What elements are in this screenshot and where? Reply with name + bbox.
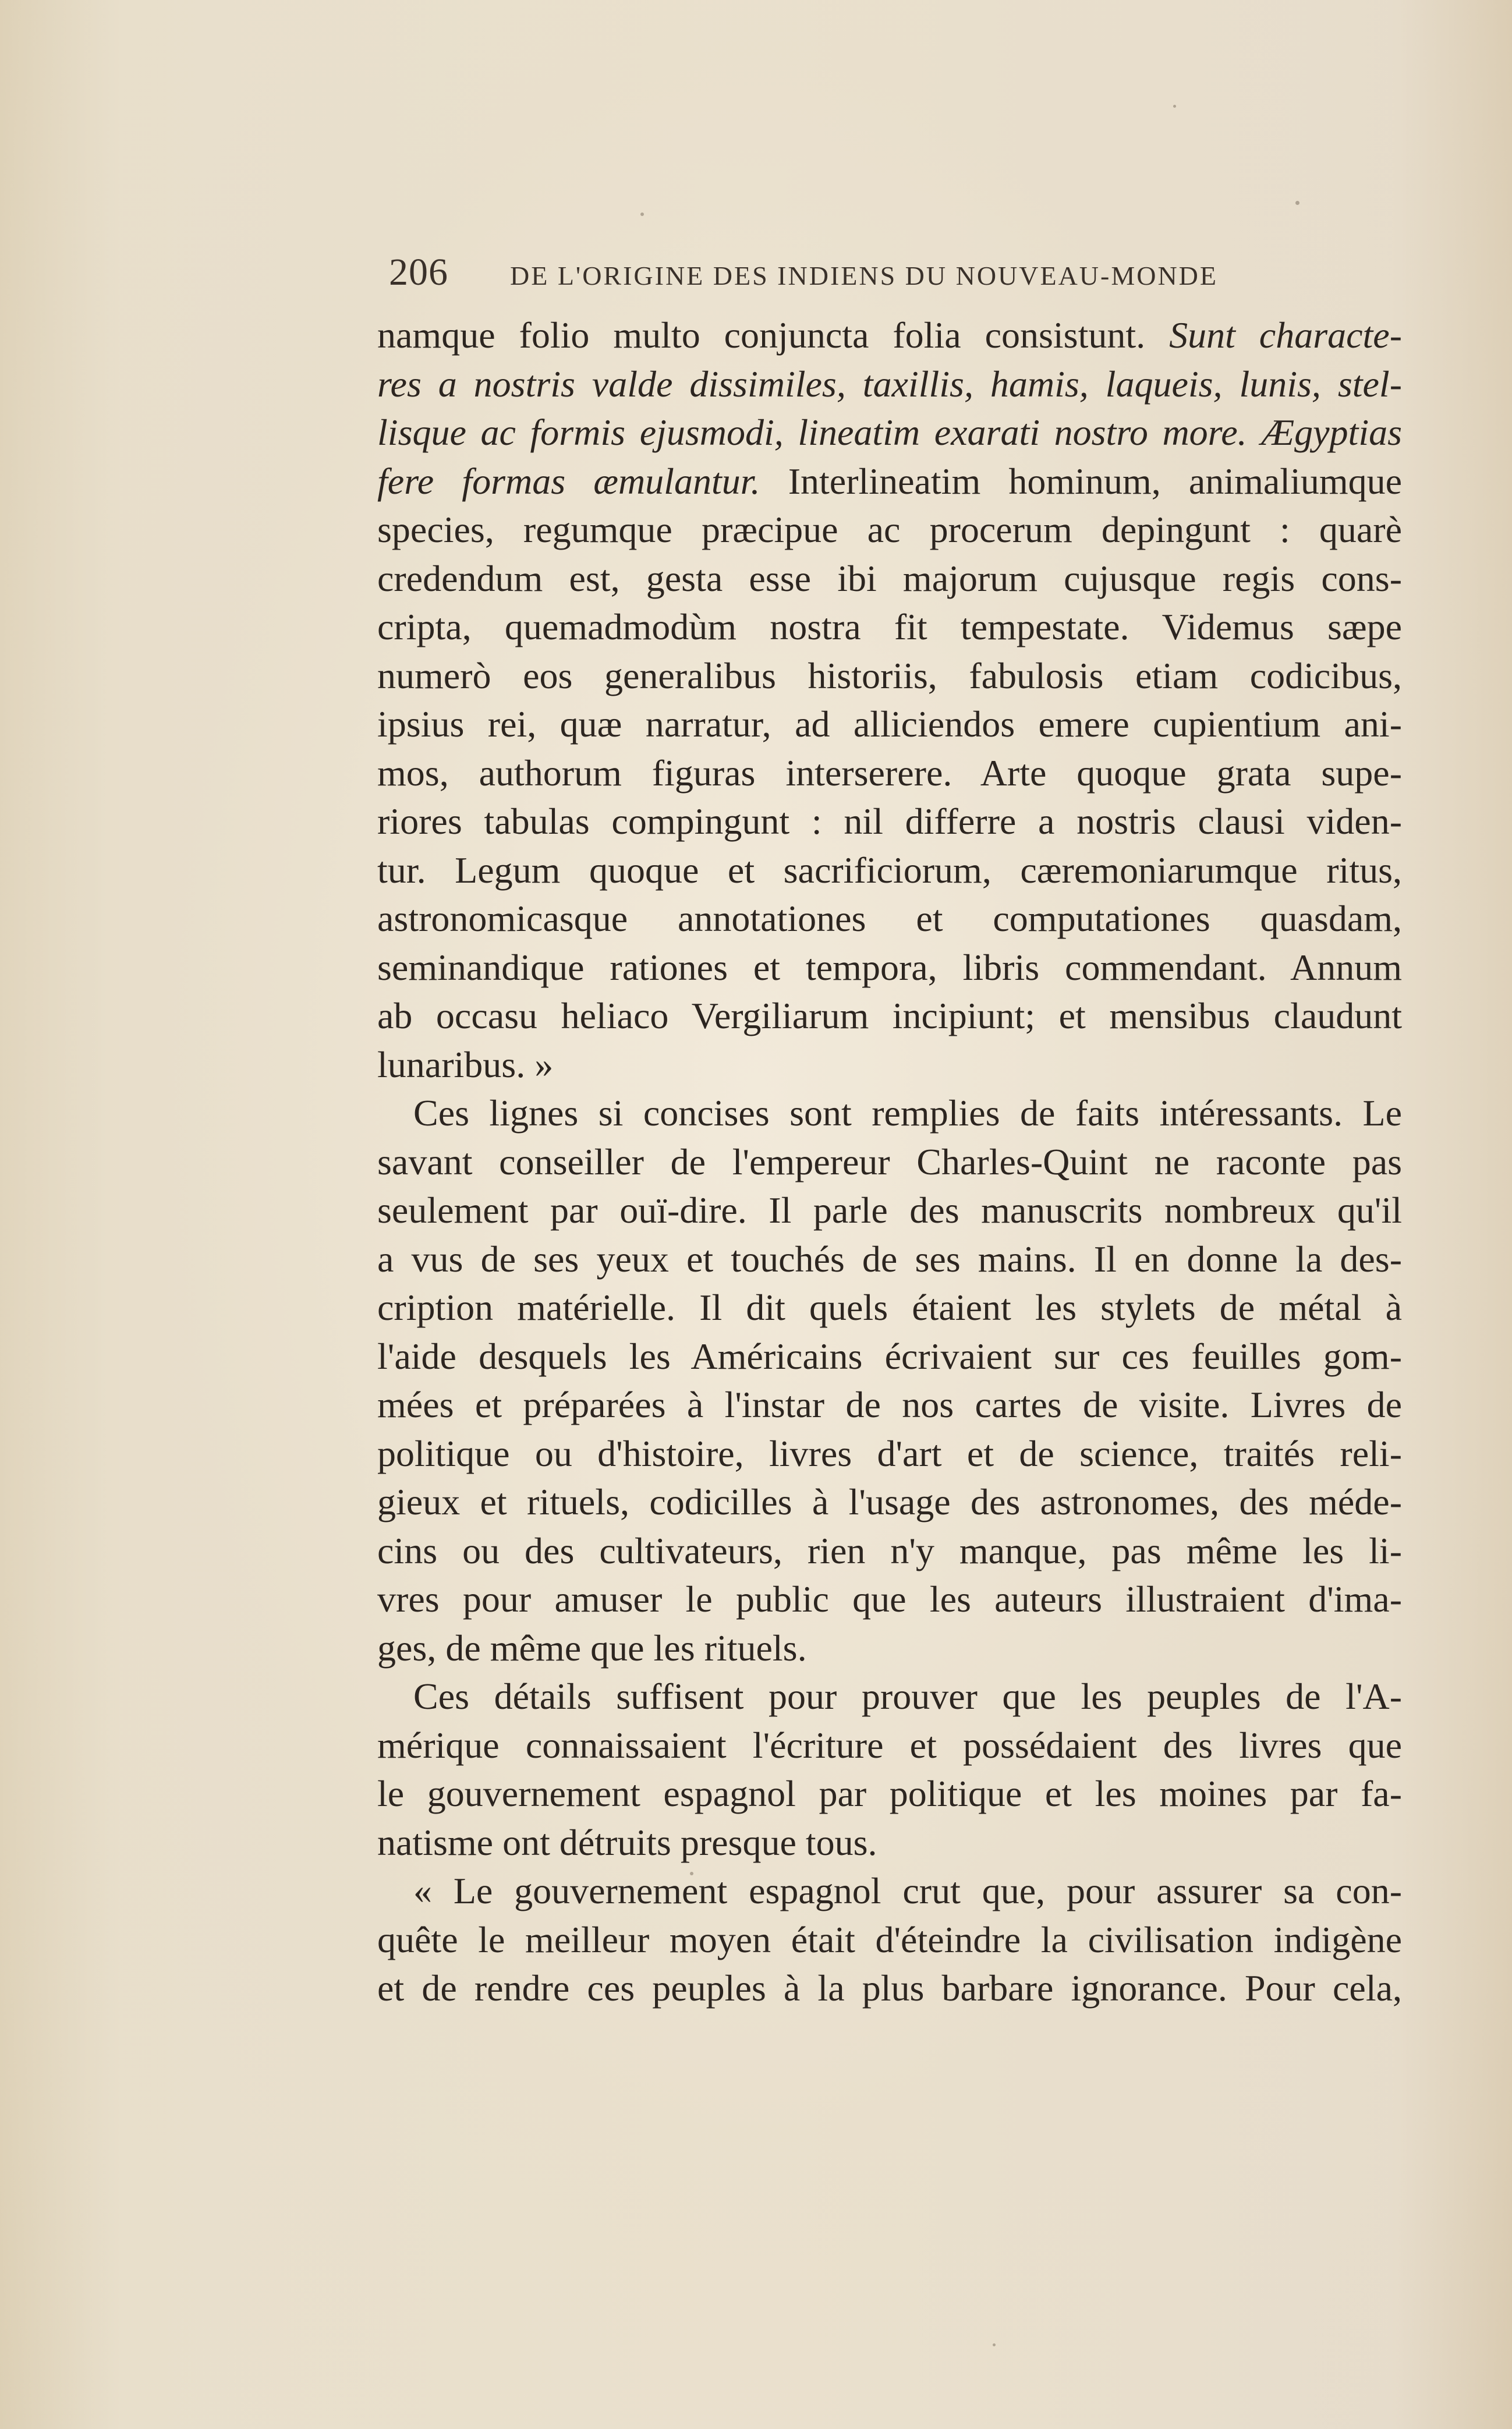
text-line: seulement par ouï-dire. Il parle des manuscrits nombreux qu'il (377, 1189, 1402, 1231)
text-line: « Le gouvernement espagnol crut que, pour assurer sa con- (413, 1870, 1402, 1911)
running-head (389, 250, 1262, 297)
text-line: cription matérielle. Il dit quels étaient les stylets de métal à (377, 1287, 1402, 1328)
text-line: ab occasu heliaco Vergiliarum incipiunt; et mensibus claudunt (377, 995, 1402, 1036)
text-line: mées et préparées à l'instar de nos cartes de visite. Livres de (377, 1384, 1402, 1425)
paper-speck (1173, 105, 1176, 108)
paper-speck (1295, 201, 1299, 205)
text-line: mos, authorum figuras interserere. Arte quoque grata supe- (377, 752, 1402, 794)
paper-speck (993, 2343, 996, 2346)
text-line: riores tabulas compingunt : nil differre a nostris clausi viden- (377, 801, 1402, 842)
text-line: mérique connaissaient l'écriture et possédaient des livres que (377, 1724, 1402, 1766)
text-line: lisque ac formis ejusmodi, lineatim exarati nostro more. Ægyptias (377, 412, 1402, 453)
text-line: ges, de même que les rituels. (377, 1627, 807, 1669)
text-line: vres pour amuser le public que les auteurs illustraient d'ima- (377, 1578, 1402, 1620)
text-line: savant conseiller de l'empereur Charles-Quint ne raconte pas (377, 1141, 1402, 1182)
text-line: tur. Legum quoque et sacrificiorum, cæremoniarumque ritus, (377, 849, 1402, 891)
text-line: astronomicasque annotationes et computationes quasdam, (377, 898, 1402, 939)
paper-speck (640, 213, 644, 216)
text-line: le gouvernement espagnol par politique et les moines par fa- (377, 1773, 1402, 1814)
text-line: Ces lignes si concises sont remplies de faits intéressants. Le (413, 1092, 1402, 1134)
text-line: l'aide desquels les Américains écrivaient sur ces feuilles gom- (377, 1335, 1402, 1377)
text-line: species, regumque præcipue ac procerum depingunt : quarè (377, 509, 1402, 550)
text-line: quête le meilleur moyen était d'éteindre la civilisation indigène (377, 1918, 1402, 1960)
text-line: a vus de ses yeux et touchés de ses mains. Il en donne la des- (377, 1238, 1402, 1280)
text-line: credendum est, gesta esse ibi majorum cujusque regis cons- (377, 557, 1402, 599)
text-line: lunaribus. » (377, 1043, 554, 1085)
text-line: ipsius rei, quæ narratur, ad alliciendos emere cupientium ani- (377, 703, 1402, 745)
text-line: natisme ont détruits presque tous. (377, 1821, 877, 1863)
text-line: fere formas æmulantur. Interlineatim hominum, animaliumque (377, 460, 1402, 502)
text-line: namque folio multo conjuncta folia consistunt. Sunt characte- (377, 314, 1402, 356)
paper-speck (690, 1872, 693, 1875)
text-line: cripta, quemadmodùm nostra fit tempestate. Videmus sæpe (377, 606, 1402, 647)
running-head-title: DE L'ORIGINE DES INDIENS DU NOUVEAU-MONDE (510, 261, 1218, 291)
text-line: gieux et rituels, codicilles à l'usage des astronomes, des méde- (377, 1481, 1402, 1522)
text-line: cins ou des cultivateurs, rien n'y manque, pas même les li- (377, 1529, 1402, 1571)
text-line: politique ou d'histoire, livres d'art et de science, traités reli- (377, 1432, 1402, 1474)
text-line: res a nostris valde dissimiles, taxillis, hamis, laqueis, lunis, stel- (377, 363, 1402, 405)
text-line: et de rendre ces peuples à la plus barbare ignorance. Pour cela, (377, 1967, 1402, 2009)
text-line: Ces détails suffisent pour prouver que les peuples de l'A- (413, 1676, 1402, 1717)
page-number: 206 (389, 251, 448, 293)
text-line: seminandique rationes et tempora, libris commendant. Annum (377, 946, 1402, 988)
body-text (377, 311, 1402, 2013)
text-line: numerò eos generalibus historiis, fabulosis etiam codicibus, (377, 654, 1402, 696)
